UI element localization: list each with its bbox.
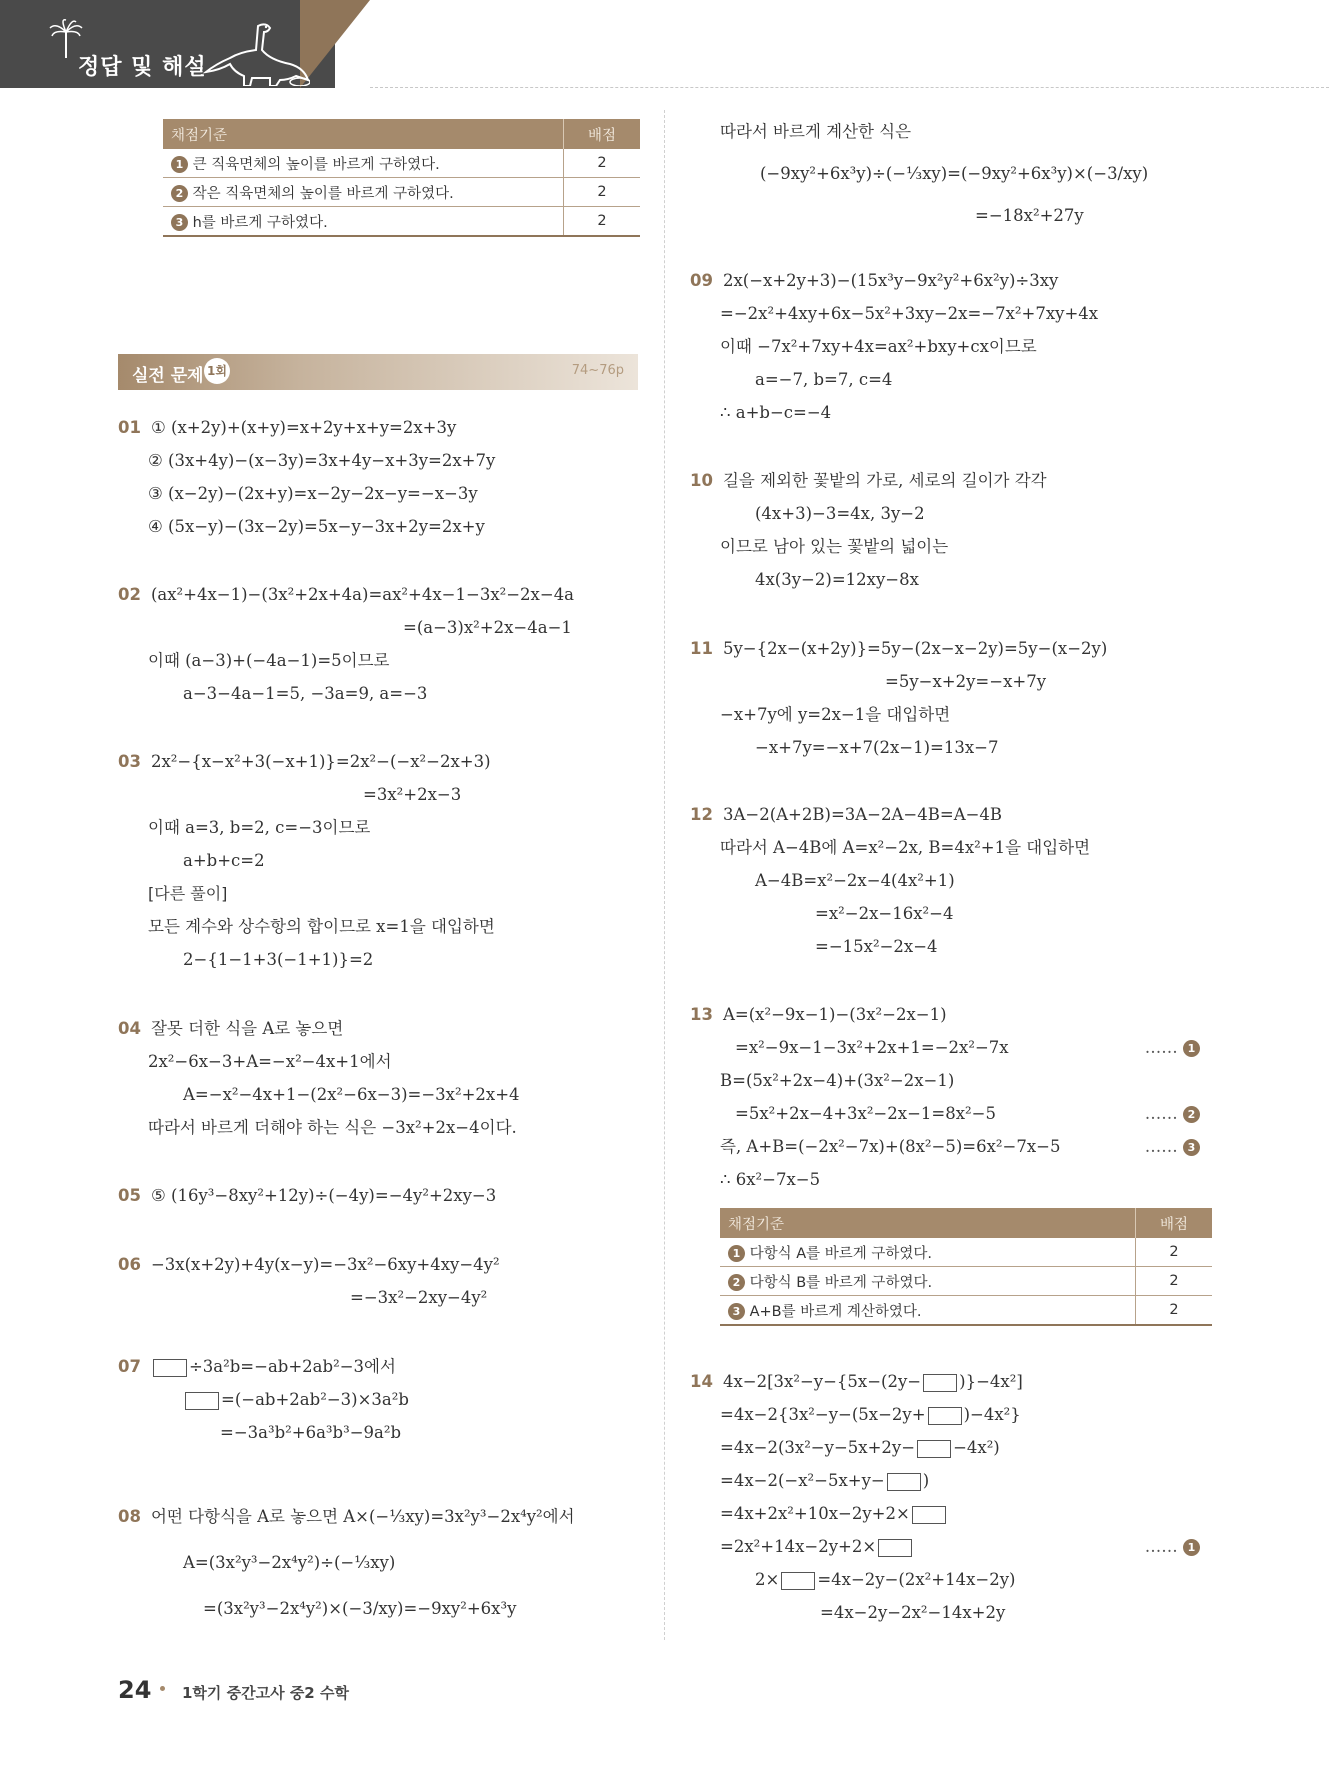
table-row [720,1267,1212,1296]
blank-box [923,1374,957,1392]
solution-line: a=−7, b=7, c=4 [755,370,893,389]
solution-line: 즉, A+B=(−2x²−7x)+(8x²−5)=6x²−7x−5 [720,1137,1061,1156]
solution-line: =−15x²−2x−4 [815,937,938,956]
problem-number: 10 [690,471,713,490]
solution-line: =3x²+2x−3 [363,785,462,804]
solution-line: 따라서 바르게 더해야 하는 식은 −3x²+2x−4이다. [148,1118,517,1137]
table-row [163,149,640,178]
solution-line: 2−{1−1+3(−1+1)}=2 [183,950,374,969]
page-number: 24 [118,1676,152,1704]
problem-04 [118,1012,520,1144]
blank-box [912,1506,946,1524]
solution-line: =4x+2x²+10x−2y+2× [720,1504,910,1523]
circled-number: 1 [728,1245,745,1262]
table-row [163,178,640,207]
score-table-2 [720,1208,1212,1326]
column-divider [664,110,665,1640]
solution-line: (ax²+4x−1)−(3x²+2x+4a)=ax²+4x−1−3x²−2x−4a [150,585,575,604]
solution-line: 4x−2[3x²−y−{5x−(2y− [722,1372,922,1391]
blank-box [781,1572,815,1590]
solution-line: −3x(x+2y)+4y(x−y)=−3x²−6xy+4xy−4y² [150,1255,500,1274]
table-header-points: 배점 [1136,1208,1213,1238]
dots: …… [1144,1137,1178,1156]
solution-line: 2x²−6x−3+A=−x²−4x+1에서 [148,1052,392,1071]
solution-line: )}−4x²] [959,1372,1023,1391]
criteria-text: 다항식 B를 바르게 구하였다. [749,1274,933,1291]
solution-line: 길을 제외한 꽃밭의 가로, 세로의 길이가 각각 [722,471,1047,490]
section-label: 실전 문제 [132,366,204,386]
solution-line: =4x−2{3x²−y−(5x−2y+ [720,1405,926,1424]
section-pages: 74~76p [571,363,624,378]
solution-line: 따라서 A−4B에 A=x²−2x, B=4x²+1을 대입하면 [720,838,1091,857]
problem-06 [118,1248,500,1314]
criteria-text: 큰 직육면체의 높이를 바르게 구하였다. [192,156,440,173]
solution-line: 이때 (a−3)+(−4a−1)=5이므로 [148,651,390,670]
problem-number: 05 [118,1186,141,1205]
problem-number: 12 [690,805,713,824]
solution-line: =4x−2(−x²−5x+y− [720,1471,885,1490]
problem-number: 09 [690,271,713,290]
problem-10 [690,464,1047,596]
table-header-criteria: 채점기준 [720,1208,1136,1238]
solution-line: =−18x²+27y [975,206,1084,225]
problem-number: 01 [118,418,141,437]
solution-line: 이므로 남아 있는 꽃밭의 넓이는 [720,537,949,556]
solution-line: B=(5x²+2x−4)+(3x²−2x−1) [720,1071,955,1090]
problem-05 [118,1179,496,1212]
circled-number: 3 [171,214,188,231]
criteria-text: 다항식 A를 바르게 구하였다. [749,1245,933,1262]
solution-line: ÷3a²b=−ab+2ab²−3에서 [188,1357,396,1376]
points-value: 2 [1136,1296,1213,1326]
solution-line: =−3a³b²+6a³b³−9a²b [220,1423,402,1442]
problem-number: 06 [118,1255,141,1274]
blank-box [928,1407,962,1425]
solution-line: =2x²+14x−2y+2× [720,1537,877,1556]
problem-13 [690,998,1210,1196]
solution-line: 4x(3y−2)=12xy−8x [755,570,919,589]
score-table-1 [163,119,640,237]
solution-line: 2x²−{x−x²+3(−x+1)}=2x²−(−x²−2x+3) [150,752,491,771]
problem-number: 14 [690,1372,713,1391]
circled-number: 3 [1183,1139,1200,1156]
blank-box [887,1473,921,1491]
solution-line: 모든 계수와 상수항의 합이므로 x=1을 대입하면 [148,917,495,936]
table-row [720,1296,1212,1326]
points-value: 2 [564,178,641,207]
solution-line: =x²−9x−1−3x²+2x+1=−2x²−7x [735,1038,1009,1057]
dots: …… [1144,1038,1178,1057]
solution-line: )−4x²} [963,1405,1021,1424]
solution-line: ② (3x+4y)−(x−3y)=3x+4y−x+3y=2x+7y [148,451,496,470]
solution-line: =−3x²−2xy−4y² [350,1288,488,1307]
circled-number: 1 [1183,1040,1200,1057]
solution-line: −x+7y에 y=2x−1을 대입하면 [720,705,951,724]
solution-line: =−2x²+4xy+6x−5x²+3xy−2x=−7x²+7xy+4x [720,304,1099,323]
problem-09 [690,264,1098,429]
criteria-text: h를 바르게 구하였다. [192,214,328,231]
problem-08-continued [720,111,1148,237]
solution-line: ∴ a+b−c=−4 [720,403,832,422]
dinosaur-icon [200,20,310,86]
solution-line: ③ (x−2y)−(2x+y)=x−2y−2x−y=−x−3y [148,484,478,503]
circled-number: 1 [171,156,188,173]
points-value: 2 [564,149,641,178]
solution-line: =4x−2(3x²−y−5x+2y− [720,1438,916,1457]
solution-line: 어떤 다항식을 A로 놓으면 A×(−⅓xy)=3x²y³−2x⁴y²에서 [150,1507,575,1526]
blank-box [917,1440,951,1458]
circled-number: 3 [728,1303,745,1320]
solution-line: ① (x+2y)+(x+y)=x+2y+x+y=2x+3y [150,418,457,437]
section-header [118,354,638,390]
problem-number: 11 [690,639,713,658]
footer-title: 1학기 중간고사 중2 수학 [182,1684,349,1702]
solution-line: 이때 −7x²+7xy+4x=ax²+bxy+cx이므로 [720,337,1037,356]
solution-line: 3A−2(A+2B)=3A−2A−4B=A−4B [722,805,1003,824]
blank-box [185,1392,219,1410]
criteria-text: A+B를 바르게 계산하였다. [749,1303,922,1320]
problem-08 [118,1494,575,1632]
blank-box [153,1359,187,1377]
solution-line: ④ (5x−y)−(3x−2y)=5x−y−3x+2y=2x+y [148,517,485,536]
header-title: 정답 및 해설 [78,55,207,80]
solution-line: =(−ab+2ab²−3)×3a²b [221,1390,409,1409]
circled-number: 2 [171,185,188,202]
points-value: 2 [1136,1238,1213,1267]
solution-line: A=(3x²y³−2x⁴y²)÷(−⅓xy) [183,1553,396,1572]
header-decoration [300,0,370,88]
problem-02 [118,578,574,710]
problem-07 [118,1350,409,1449]
section-badge: 1회 [204,358,230,384]
solution-line: 잘못 더한 식을 A로 놓으면 [150,1019,344,1038]
solution-line: 따라서 바르게 계산한 식은 [720,122,912,141]
header-divider [370,87,1329,88]
dots: …… [1144,1104,1178,1123]
problem-number: 03 [118,752,141,771]
table-header-criteria: 채점기준 [163,119,564,149]
solution-line: (−9xy²+6x³y)÷(−⅓xy)=(−9xy²+6x³y)×(−3/xy) [760,164,1149,183]
problem-number: 13 [690,1005,713,1024]
dots: …… [1144,1537,1178,1556]
solution-line: =4x−2y−(2x²+14x−2y) [817,1570,1016,1589]
circled-number: 2 [728,1274,745,1291]
solution-line: 5y−{2x−(x+2y)}=5y−(2x−x−2y)=5y−(x−2y) [722,639,1108,658]
circled-number: 1 [1183,1539,1200,1556]
problem-number: 04 [118,1019,141,1038]
solution-line: ) [922,1471,930,1490]
problem-03 [118,745,495,976]
problem-11 [690,632,1107,764]
problem-01 [118,411,495,543]
blank-box [878,1539,912,1557]
solution-line: 이때 a=3, b=2, c=−3이므로 [148,818,371,837]
problem-number: 07 [118,1357,141,1376]
solution-line: 2× [755,1570,780,1589]
solution-line: −4x²) [953,1438,1000,1457]
solution-line: a+b+c=2 [183,851,265,870]
alt-solution-label: [다른 풀이] [148,884,228,903]
solution-line: −x+7y=−x+7(2x−1)=13x−7 [755,738,999,757]
circled-number: 2 [1183,1106,1200,1123]
problem-14 [690,1365,1210,1629]
solution-line: A−4B=x²−2x−4(4x²+1) [755,871,955,890]
solution-line: A=(x²−9x−1)−(3x²−2x−1) [722,1005,947,1024]
solution-line: A=−x²−4x+1−(2x²−6x−3)=−3x²+2x+4 [183,1085,520,1104]
footer-dot [160,1686,165,1691]
solution-line: a−3−4a−1=5, −3a=9, a=−3 [183,684,428,703]
points-value: 2 [564,207,641,237]
solution-line: =4x−2y−2x²−14x+2y [820,1603,1006,1622]
solution-line: =5x²+2x−4+3x²−2x−1=8x²−5 [735,1104,996,1123]
points-value: 2 [1136,1267,1213,1296]
problem-12 [690,798,1090,963]
table-row [163,207,640,237]
table-row [720,1238,1212,1267]
problem-number: 02 [118,585,141,604]
solution-line: =x²−2x−16x²−4 [815,904,954,923]
criteria-text: 작은 직육면체의 높이를 바르게 구하였다. [192,185,454,202]
solution-line: ⑤ (16y³−8xy²+12y)÷(−4y)=−4y²+2xy−3 [150,1186,497,1205]
solution-line: (4x+3)−3=4x, 3y−2 [755,504,925,523]
solution-line: 2x(−x+2y+3)−(15x³y−9x²y²+6x²y)÷3xy [722,271,1059,290]
solution-line: =(a−3)x²+2x−4a−1 [403,618,572,637]
problem-number: 08 [118,1507,141,1526]
solution-line: ∴ 6x²−7x−5 [720,1170,821,1189]
solution-line: =5y−x+2y=−x+7y [885,672,1047,691]
solution-line: =(3x²y³−2x⁴y²)×(−3/xy)=−9xy²+6x³y [203,1599,517,1618]
table-header-points: 배점 [564,119,641,149]
